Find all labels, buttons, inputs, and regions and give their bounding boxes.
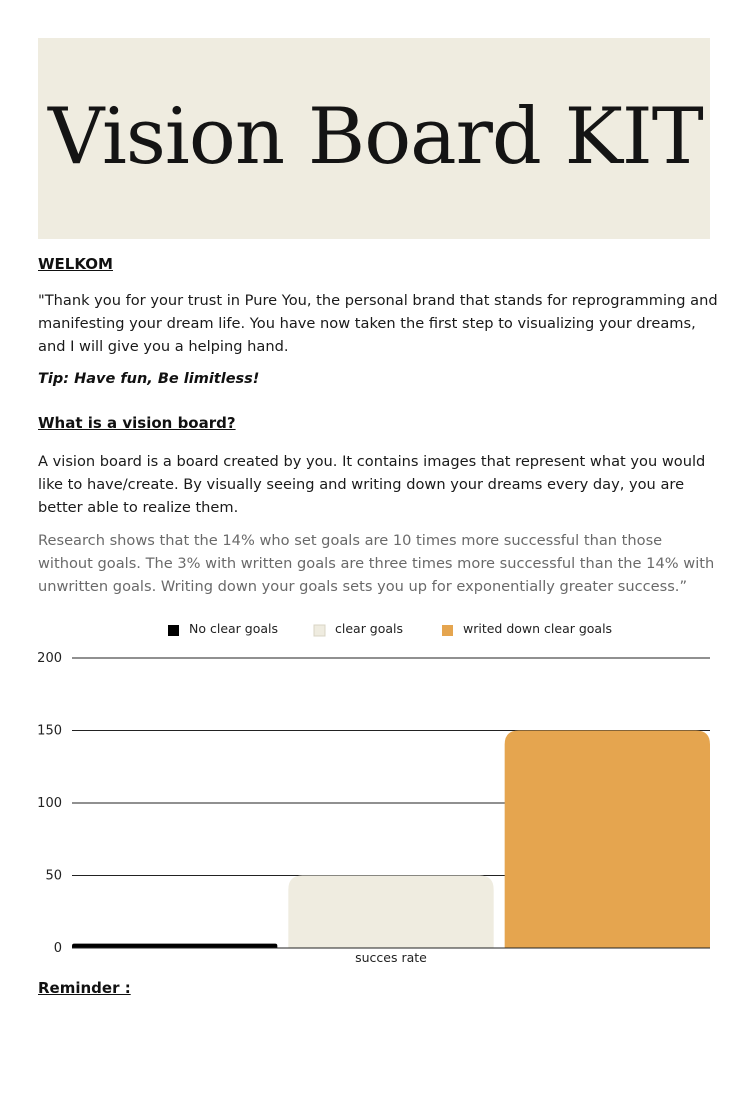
welcome-paragraph: "Thank you for your trust in Pure You, the personal brand that stands for reprogramming and manifesting your dream life. You have now taken the first step to visualizing your dreams, and I will give you a helping hand. (38, 292, 718, 355)
legend-swatch (442, 625, 453, 636)
y-tick-label: 100 (37, 796, 62, 811)
y-tick-label: 200 (37, 651, 62, 666)
legend-label: clear goals (335, 621, 404, 636)
reminder-heading: Reminder : (38, 979, 131, 997)
success-rate-chart (0, 610, 750, 970)
vision-board-paragraph: A vision board is a board created by you. It contains images that represent what you would like to have/create. By visually seeing and writing down your dreams every day, you are better able to realize them. (38, 453, 706, 516)
legend-swatch (314, 625, 325, 636)
x-axis-label: succes rate (355, 950, 427, 965)
legend-label: No clear goals (189, 621, 279, 636)
vision-board-heading: What is a vision board? (38, 414, 236, 432)
legend-swatch (168, 625, 179, 636)
legend-label: writed down clear goals (463, 621, 613, 636)
tip-text: Tip: Have fun, Be limitless! (38, 371, 260, 387)
bar (288, 876, 493, 949)
research-paragraph: Research shows that the 14% who set goals are 10 times more successful than those without goals. The 3% with written goals are three times more successful than the 14% with unwritten goals. Writing down your goals sets you up for exponentially greater success.” (38, 532, 715, 595)
y-tick-label: 50 (45, 868, 62, 884)
y-tick-label: 150 (37, 723, 62, 739)
welcome-heading: WELKOM (38, 255, 113, 273)
bar (505, 731, 710, 949)
page-title: Vision Board KIT (48, 92, 703, 182)
y-tick-label: 0 (53, 941, 62, 956)
bar (72, 944, 277, 948)
